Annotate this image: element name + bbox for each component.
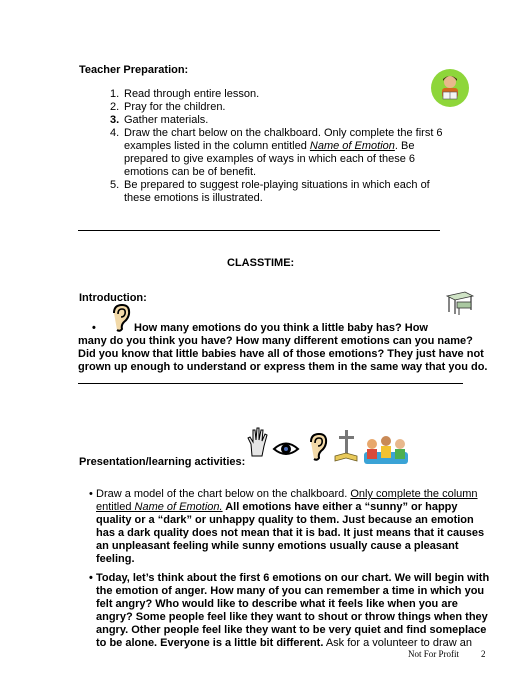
item-number: 2. <box>110 101 120 113</box>
list-item <box>89 572 491 650</box>
children-group-icon <box>362 432 410 466</box>
ear-icon <box>305 432 329 462</box>
bullet1-plain: Draw a model of the chart below on the chalkboard. <box>96 488 351 500</box>
item-number: 5. <box>110 179 120 191</box>
item-text-em: Name of Emotion <box>309 140 395 152</box>
bullet-icon: • <box>89 488 93 500</box>
divider <box>78 230 440 231</box>
item-text: Read through entire lesson. <box>124 88 260 100</box>
bullet1-emphasis: Name of Emotion. <box>134 501 223 513</box>
item-number: 3. <box>110 114 120 126</box>
item-text: Gather materials. <box>124 114 209 126</box>
cross-bible-icon <box>333 428 359 464</box>
list-item <box>110 101 445 114</box>
intro-bullet: • <box>92 322 96 334</box>
list-item <box>110 114 445 127</box>
divider <box>78 383 463 384</box>
intro-line1: How many emotions do you think a little baby has? How <box>134 322 428 334</box>
bullet2-bold: Today, let’s think about the first 6 emotions on our chart. We will begin with the emotion of anger. How many of you can remember a time in which you felt angry? Who would like to describe what it feels like when you are angry? Some people feel like they want to shout or throw things when they angry. Other people feel like they want to be very quiet and find someplace to be alone. Everyone is a little bit different. <box>96 572 490 649</box>
item-number: 1. <box>110 88 120 100</box>
item-text: Be prepared to suggest role-playing situations in which each of these emotions is illustrated. <box>124 179 430 204</box>
list-item <box>110 88 445 101</box>
prep-list <box>110 88 445 205</box>
item-text: Pray for the children. <box>124 101 226 113</box>
intro-heading: Introduction: <box>79 292 147 304</box>
classtime-heading: CLASSTIME: <box>227 257 295 269</box>
list-item <box>110 127 445 179</box>
activities-heading: Presentation/learning activities: <box>79 456 246 468</box>
item-text-b: . Be prepared to give examples of ways in which each of these 6 emotions can be of benefit. <box>124 140 416 178</box>
list-item <box>89 488 491 566</box>
prep-heading: Teacher Preparation: <box>79 64 189 76</box>
page-number: 2 <box>481 649 486 659</box>
bullet2-plain: Ask for a volunteer to draw an <box>323 637 472 649</box>
eye-icon <box>272 440 300 458</box>
footer-text: Not For Profit <box>408 649 460 659</box>
list-item <box>110 179 445 205</box>
bullet1-bold: All emotions have either a “sunny” or happy quality or a “dark” or unhappy quality to them. Just because an emotion has a dark quality does not mean that it is bad. It just means that it causes an unpleasant feeling while sunny emotions usually cause a pleasant feeling. <box>96 501 485 565</box>
intro-paragraph: many do you think you have? How many different emotions can you name? Did you know that little babies have all of those emotions? They just have not grown up enough to understand or express them in the same way that you do. <box>78 335 488 373</box>
child-reading-icon <box>430 68 470 108</box>
item-number: 4. <box>110 127 120 139</box>
bullet1-underlined: Only complete the column entitled <box>96 488 478 513</box>
ear-icon <box>108 303 132 333</box>
bullet-icon: • <box>89 572 93 584</box>
item-text-a: Draw the chart below on the chalkboard. Only complete the first 6 examples listed in the column entitled <box>124 127 443 152</box>
desk-chair-icon <box>443 284 479 316</box>
hand-icon <box>245 426 271 458</box>
